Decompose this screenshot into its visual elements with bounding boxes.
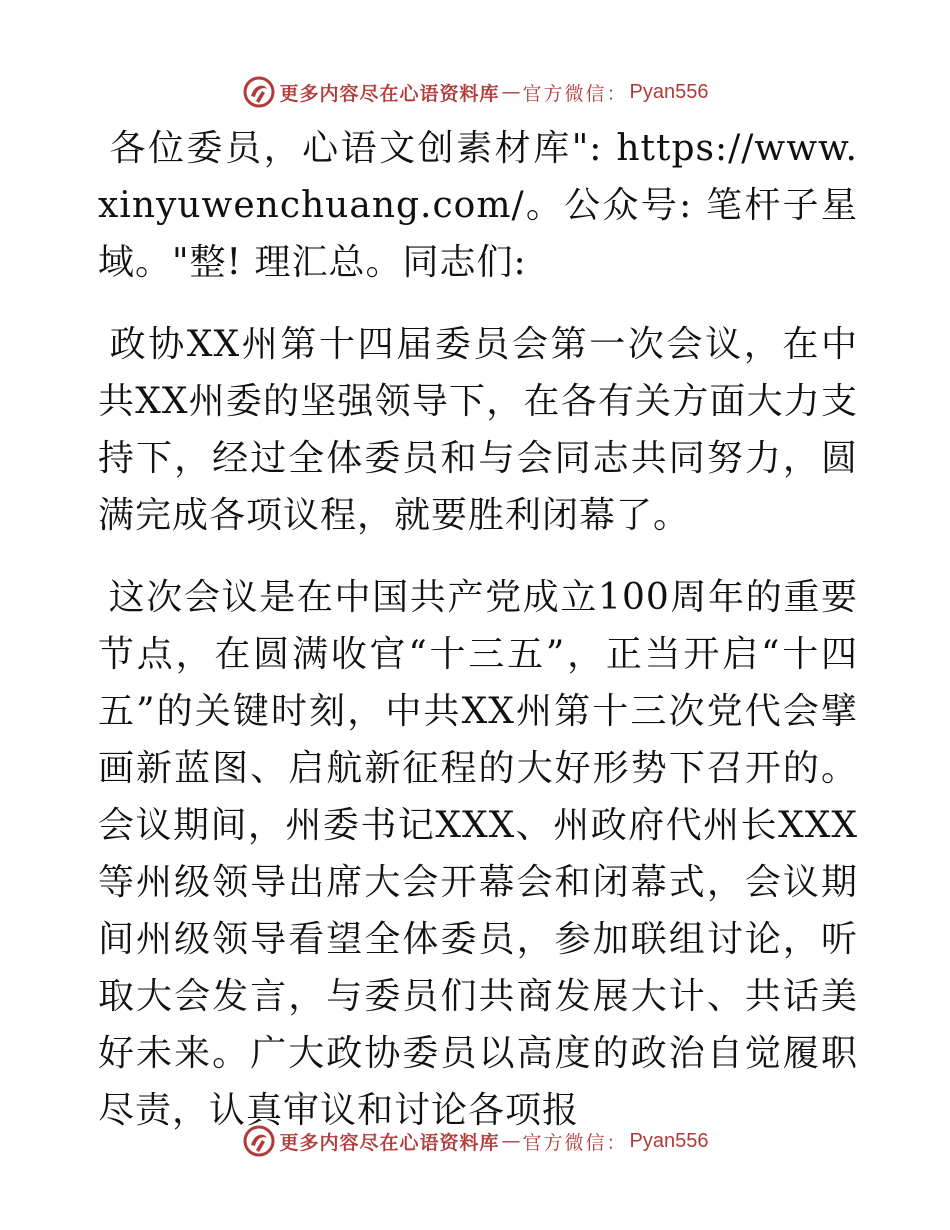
paragraph-context <box>98 569 858 1139</box>
banner-wechat-label: 官方微信： <box>522 82 628 105</box>
document-body <box>98 120 858 1139</box>
banner-wechat-label: 官方微信： <box>522 1131 628 1154</box>
logo-icon <box>242 75 276 109</box>
paragraph-text: 这次会议是在中国共产党成立100周年的重要节点，在圆满收官“十三五”，正当开启“十四五”的关键时刻，中共XX州第十三次党代会擘画新蓝图、启航新征程的大好形势下召开的。会议期间，州委书记XXX、州政府代州长XXX等州级领导出席大会开幕会和闭幕式，会议期间州级领导看望全体委员，参加联组讨论，听取大会发言，与委员们共商发展大计、共话美好未来。广大政协委员以高度的政治自觉履职尽责，认真审议和讨论各项报 <box>98 577 858 1131</box>
paragraph-greeting <box>98 120 858 291</box>
banner-wechat-id: Pyan556 <box>629 80 709 103</box>
banner-wechat-id: Pyan556 <box>629 1129 709 1152</box>
logo-icon <box>242 1124 276 1158</box>
banner-brand-text: 更多内容尽在心语资料库 <box>279 1131 500 1154</box>
header-watermark-banner <box>0 70 950 114</box>
banner-separator: — <box>501 1130 521 1152</box>
banner-brand-text: 更多内容尽在心语资料库 <box>279 82 500 105</box>
paragraph-text: 各位委员，心语文创素材库": https://www.xinyuwenchuang.com/。公众号: 笔杆子星域。"整! 理汇总。同志们: <box>98 128 858 283</box>
paragraph-opening <box>98 316 858 544</box>
banner-separator: — <box>501 81 521 103</box>
paragraph-text: 政协XX州第十四届委员会第一次会议，在中共XX州委的坚强领导下，在各有关方面大力支持下，经过全体委员和与会同志共同努力，圆满完成各项议程，就要胜利闭幕了。 <box>98 324 858 536</box>
footer-watermark-banner <box>0 1119 950 1163</box>
